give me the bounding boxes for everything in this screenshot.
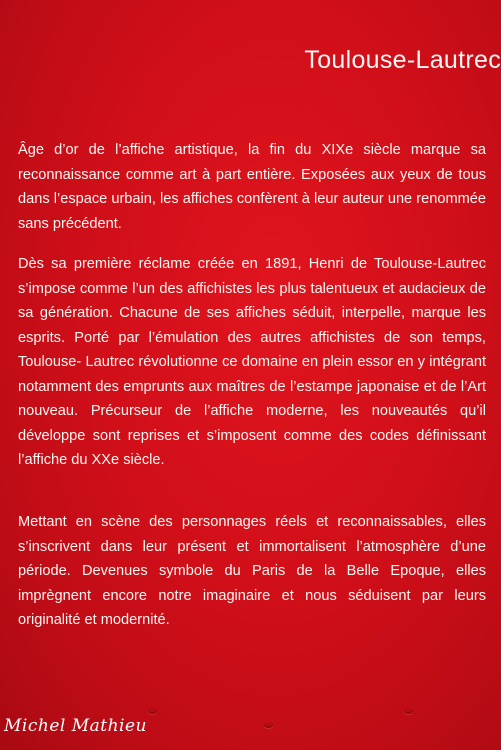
paragraph-legacy: Mettant en scène des personnages réels et reconnaissables, elles s’inscrivent dans leur présent et immortalisent l’atmosphère d’une période. Devenues symbole du Paris de la Belle Epoque, elles imprègnent encore notre imaginaire et nous séduisent par leurs originalité et modernité. xyxy=(18,514,486,628)
mounting-screw xyxy=(148,708,157,714)
mounting-screw xyxy=(264,722,273,728)
panel-title: Toulouse-Lautrec xyxy=(304,46,501,74)
paragraph-history: Dès sa première réclame créée en 1891, Henri de Toulouse-Lautrec s’impose comme l’un des affichistes les plus talentueux et audacieux de sa génération. Chacune de ses affiches séduit, interpelle, marque les esprits. Porté par l’émulation des autres affichistes de son temps, Toulouse- Lautrec révolutionne ce domaine en plein essor en y intégrant notamment des emprunts aux maîtres de l’estampe japonaise et de l’Art nouveau. Précurseur de l’affiche moderne, les nouveautés qu’il développe sont reprises et s’imposent comme des codes définissant l’affiche du XXe siècle. xyxy=(18,256,486,468)
mounting-screw xyxy=(404,708,413,714)
photographer-watermark: Michel Mathieu xyxy=(4,716,147,736)
paragraph-intro: Âge d’or de l’affiche artistique, la fin du XIXe siècle marque sa reconnaissance comme art à part entière. Exposées aux yeux de tous dans l’espace urbain, les affiches confèrent à leur auteur une renommée sans précédent. xyxy=(18,142,486,232)
